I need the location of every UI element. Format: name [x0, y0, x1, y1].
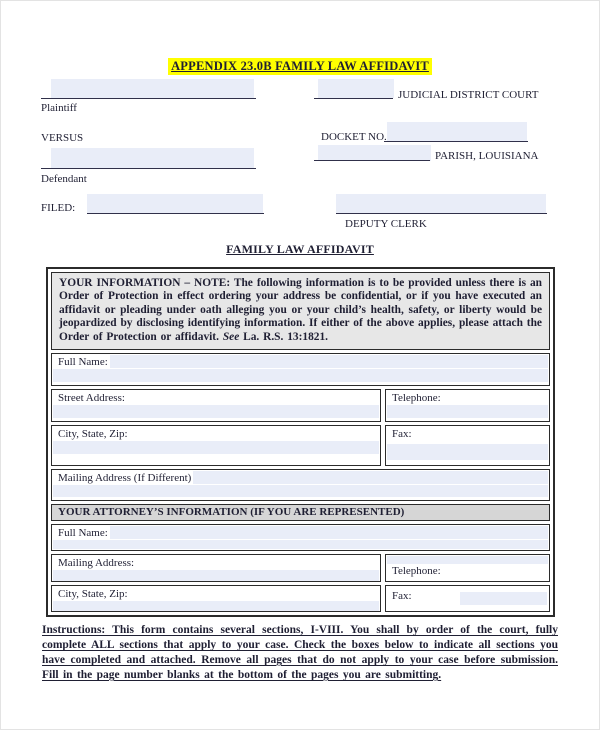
attorney-city-state-zip-cell [51, 585, 381, 612]
your-city-state-zip-cell [51, 425, 381, 466]
address-telephone-row [51, 389, 550, 422]
plaintiff-name-field[interactable] [51, 79, 254, 99]
your-telephone-input[interactable] [387, 405, 548, 418]
your-street-address-input[interactable] [53, 405, 379, 418]
docket-no-label: DOCKET NO. [321, 131, 387, 143]
your-full-name-label: Full Name: [58, 356, 108, 369]
attorney-address-telephone-row [51, 554, 550, 582]
your-fax-cell [385, 425, 550, 466]
attorney-mailing-address-input[interactable] [53, 570, 379, 581]
deputy-clerk-label: DEPUTY CLERK [345, 218, 427, 230]
attorney-full-name-input-band[interactable] [53, 540, 548, 549]
title-row [1, 57, 599, 75]
your-full-name-input-band[interactable] [53, 369, 548, 382]
versus-label: VERSUS [41, 132, 84, 144]
attorney-city-fax-row [51, 585, 550, 612]
your-information-note [51, 272, 550, 350]
parish-underline [314, 160, 430, 161]
affidavit-table [46, 267, 555, 617]
attorney-full-name-label: Full Name: [58, 527, 108, 540]
parish-name-field[interactable] [318, 145, 431, 161]
your-mailing-address-input[interactable] [193, 471, 548, 484]
plaintiff-underline [41, 98, 256, 99]
form-title: FAMILY LAW AFFIDAVIT [226, 242, 374, 256]
your-mailing-address-cell [51, 469, 550, 501]
attorney-telephone-input[interactable] [387, 556, 548, 564]
deputy-clerk-signature-field[interactable] [336, 194, 546, 213]
docket-number-field[interactable] [387, 122, 527, 141]
your-street-address-label: Street Address: [58, 392, 125, 405]
your-full-name-input[interactable] [110, 355, 548, 368]
attorney-city-state-zip-input[interactable] [53, 601, 379, 611]
city-fax-row [51, 425, 550, 466]
filed-label: FILED: [41, 202, 76, 214]
note-text: YOUR INFORMATION – NOTE: The following information is to be provided unless there is an Order of Protection in effect ordering your address be confidential, or if you have executed an affidavit or pleading under oath alleging you or your child’s health, safety, or liberty would be jeopardized by disclosing identifying information. If either of the above applies, please attach the Order of Protection or affidavit. [59, 277, 542, 343]
your-fax-label: Fax: [392, 428, 412, 441]
district-number-field[interactable] [318, 79, 394, 98]
defendant-label: Defendant [41, 173, 87, 185]
your-fax-input[interactable] [387, 444, 548, 460]
instructions-paragraph: Instructions: This form contains several sections, I-VIII. You shall by order of the court, fully complete ALL sections that apply to your case. Check the boxes below to indicate all sections you have completed and attached. Remove all pages that do not apply to your case before submission. Fill in the page number blanks at the bottom of the pages you are submitting. [42, 624, 558, 682]
attorney-telephone-cell [385, 554, 550, 582]
filed-underline [87, 213, 264, 214]
your-telephone-label: Telephone: [392, 392, 441, 405]
your-full-name-cell [51, 353, 550, 386]
deputy-clerk-underline [336, 213, 547, 214]
attorney-fax-label: Fax: [392, 590, 412, 603]
docket-underline [384, 141, 528, 142]
plaintiff-label: Plaintiff [41, 102, 77, 114]
note-citation: La. R.S. 13:1821. [239, 330, 329, 343]
attorney-section-header: YOUR ATTORNEY’S INFORMATION (IF YOU ARE REPRESENTED) [51, 504, 550, 521]
your-mailing-address-input-band[interactable] [53, 485, 548, 497]
attorney-telephone-label: Telephone: [392, 565, 441, 578]
attorney-mailing-address-label: Mailing Address: [58, 557, 135, 570]
attorney-city-state-zip-label: City, State, Zip: [58, 588, 128, 601]
your-city-state-zip-label: City, State, Zip: [58, 428, 128, 441]
defendant-name-field[interactable] [51, 148, 254, 168]
page-title: APPENDIX 23.0B FAMILY LAW AFFIDAVIT [168, 58, 432, 75]
attorney-mailing-address-cell [51, 554, 381, 582]
attorney-fax-cell [385, 585, 550, 612]
attorney-full-name-cell [51, 524, 550, 551]
your-mailing-address-label: Mailing Address (If Different) [58, 472, 192, 485]
caption-header [1, 1, 599, 267]
your-street-address-cell [51, 389, 381, 422]
judicial-district-court-label: JUDICIAL DISTRICT COURT [398, 89, 539, 101]
attorney-full-name-input[interactable] [110, 526, 548, 539]
your-telephone-cell [385, 389, 550, 422]
form-title-row [1, 242, 599, 257]
note-see-italic: See [222, 330, 240, 343]
district-underline [314, 98, 393, 99]
parish-louisiana-label: PARISH, LOUISIANA [435, 150, 539, 162]
your-city-state-zip-input[interactable] [53, 441, 379, 454]
attorney-fax-input[interactable] [460, 592, 547, 605]
filed-date-field[interactable] [87, 194, 263, 213]
defendant-underline [41, 168, 256, 169]
